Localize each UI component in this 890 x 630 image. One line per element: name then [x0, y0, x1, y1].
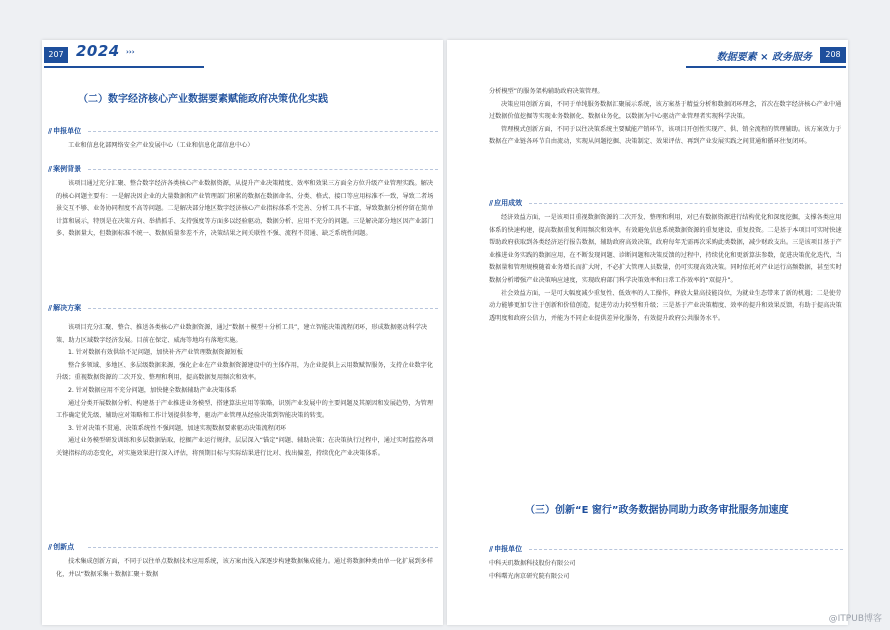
results-para-1: 社会效益方面，一是可大幅度减少重复性、低效率的人工操作，释放大量高技能岗位，为就业生态带来了新的机遇；二是使劳动力能够更加专注于创新和价值创造，促进劳动力转型和升级；三是基于产业决策精度、效率的提升和效果反馈，有助于提高决策透明度和政府公信力，并能为不同企业提供差异化服务，有效提升政府公共服务水平。	[489, 289, 842, 322]
background-text: 该项目通过充分汇聚、整合数字经济各类核心产业数据资源，从提升产业决策精度、效率和效果三方面全方位升级产业管理实践。解决的核心问题主要有：一是解决因企业的大量数据和产业管理部门积累的数据在数据命名、分类、格式、接口等应用标准不一致，导致二者场景交互不够、业务协同程度不高等问题。二是解决部分地区数字经济核心产业指标体系不完善、分析工具不丰富，导致数据分析停留在简单计算和展示，特别是在决策方向、举措抓手、支持强度等方面多以经验驱动，数据分析、应用不充分的问题。三是解决部分地区因产业部门多、数据量大，但数据标准不统一、数据质量参差不齐，决策结果之间关联性不强、流程不贯通、缺乏系统性问题。	[56, 180, 434, 238]
right-page	[447, 40, 848, 625]
label-background: // 案例背景	[48, 165, 82, 173]
results-text	[489, 212, 845, 325]
label-solution: // 解决方案	[48, 304, 82, 312]
solution-para-0: 该项目充分汇聚、整合、推送各类核心产业数据资源，通过“数据＋模型＋分析工具”，建立智能决策流程闭环，形成数据驱动科学决策、助力区域数字经济发展。目前在保定、威海等地均有落地实施。	[56, 324, 428, 344]
watermark: @ITPUB博客	[828, 614, 882, 624]
label-applicant-left: // 申报单位	[48, 127, 82, 135]
applicant-item: 中科曙光南京研究院有限公司	[489, 572, 570, 580]
solution-para-4: 通过分类开展数据分析、构建基于产业推进业务模型、搭建算法应用等策略，识别产业发展中的主要问题及其原因和发展趋势，为管理工作确定优先级、辅助应对策略和工作计划提供参考，驱动产业管理从经验决策到智能决策的转变。	[56, 399, 434, 420]
innovation-text: 技术集成创新方面，不同于以往单点数据技术应用系统，该方案由浅入深逐步构建数据集成能力。通过将数据种类由单一化扩展到多样化，并以“数据采集＋数据汇聚＋数据	[56, 558, 434, 578]
label-divider	[529, 203, 843, 205]
label-applicant-right: // 申报单位	[489, 545, 523, 553]
innovation-continued	[489, 86, 845, 149]
applicant-item: 中科天玑数据科技股份有限公司	[489, 560, 576, 567]
left-page	[42, 40, 443, 625]
results-para-0: 经济效益方面，一是该项目重视数据资源的二次开发、整理和利用，对已有数据资源进行结构优化和深度挖掘，支撑各类应用体系的快速构建，提高数据重复利用频次和效率，有效避免信息系统数据资源的重复建设、重复投资。二是基于本项目可实时快速帮助政府获取到各类经济运行报告数据，辅助政府高效决策，政府每年无需再次采购此类数据，减少财政支出。三是该项目基于产业推进业务实践的数据应用，在不断发现问题、诊断问题和决策反馈的过程中，持续优化和更新算法参数，促进决策优化迭代，当数据量和管理规模随着业务增长而扩大时，不必扩大管理人员数量，仍可实现高效决策。同时依托对产业运行高频数据，甚至实时数据分析增强产业决策响应速度，实现政府部门科学决策效率和日常工作效率的“双提升”。	[489, 214, 842, 284]
label-divider	[88, 547, 438, 549]
page-number-right: 208	[820, 47, 846, 63]
label-innovation: // 创新点	[48, 543, 75, 551]
solution-para-5: 3. 针对决策不贯通、决策系统性不强问题，加速实现数据要素驱动决策流程闭环	[68, 424, 287, 432]
applicants-list	[489, 558, 845, 583]
year-arrows: ›››	[126, 48, 135, 56]
label-divider	[88, 308, 438, 310]
year-logo: 2024	[76, 42, 120, 60]
solution-para-2: 整合多领域、多地区、多层级数据来源，强化企业在产业数据资源建设中的主体作用，为企业提供上云用数赋智服务，支持企业数字化升级；重视数据资源的二次开发、整理和利用，提高数据复用频次和效率。	[56, 361, 434, 382]
label-divider	[529, 549, 843, 551]
label-divider	[88, 131, 438, 133]
continued-para-1: 决策应用创新方面，不同于单纯服务数据汇聚展示系统，该方案基于精益分析和数据闭环理念，首次在数字经济核心产业中通过数据价值挖掘等实现业务数据化、数据业务化，以数据为中心驱动产业管理者实现科学决策。	[489, 100, 842, 121]
section-title-2: （二）数字经济核心产业数据要素赋能政府决策优化实践	[78, 94, 328, 105]
solution-text	[56, 322, 436, 461]
solution-para-1: 1. 针对数据有效供给不足问题，加快补齐产业管理数据资源短板	[68, 349, 243, 357]
page-number-left: 207	[44, 47, 68, 63]
applicant-text-left: 工业和信息化部网络安全产业发展中心（工业和信息化部信息中心）	[68, 142, 254, 149]
solution-para-3: 2. 针对数据应用不充分问题，加快健全数据辅助产业决策体系	[68, 386, 237, 394]
header-rule-left	[44, 66, 204, 68]
brand-title: 数据要素 × 政务服务	[716, 52, 812, 63]
section-title-3: （三）创新“E 窗行”政务数据协同助力政务审批服务加速度	[525, 505, 789, 516]
label-results: // 应用成效	[489, 199, 523, 207]
label-divider	[88, 169, 438, 171]
header-rule-right	[686, 66, 846, 68]
continued-para-0: 分析模型”的服务架构辅助政府决策管理。	[489, 88, 604, 95]
continued-para-2: 管理模式创新方面，不同于以往决策系统主要赋能产销环节，该项目开创性实现产、供、销全流程的管理辅助。该方案效力于数据在产业链各环节自由流动，实现从问题挖掘、决策制定、效果评估、再到产业发展实践之间贯通和循环往复闭环。	[489, 125, 842, 146]
solution-para-6: 通过业务模型研发训练和多层数据钻取，挖掘产业运行规律，层层深入“锚定”问题、辅助决策；在决策执行过程中，通过实时监控各项关键指标的动态变化，对实施效果进行深入评估，将预期目标与实际结果进行比对、找出偏差，持续优化产业决策体系。	[56, 437, 434, 457]
